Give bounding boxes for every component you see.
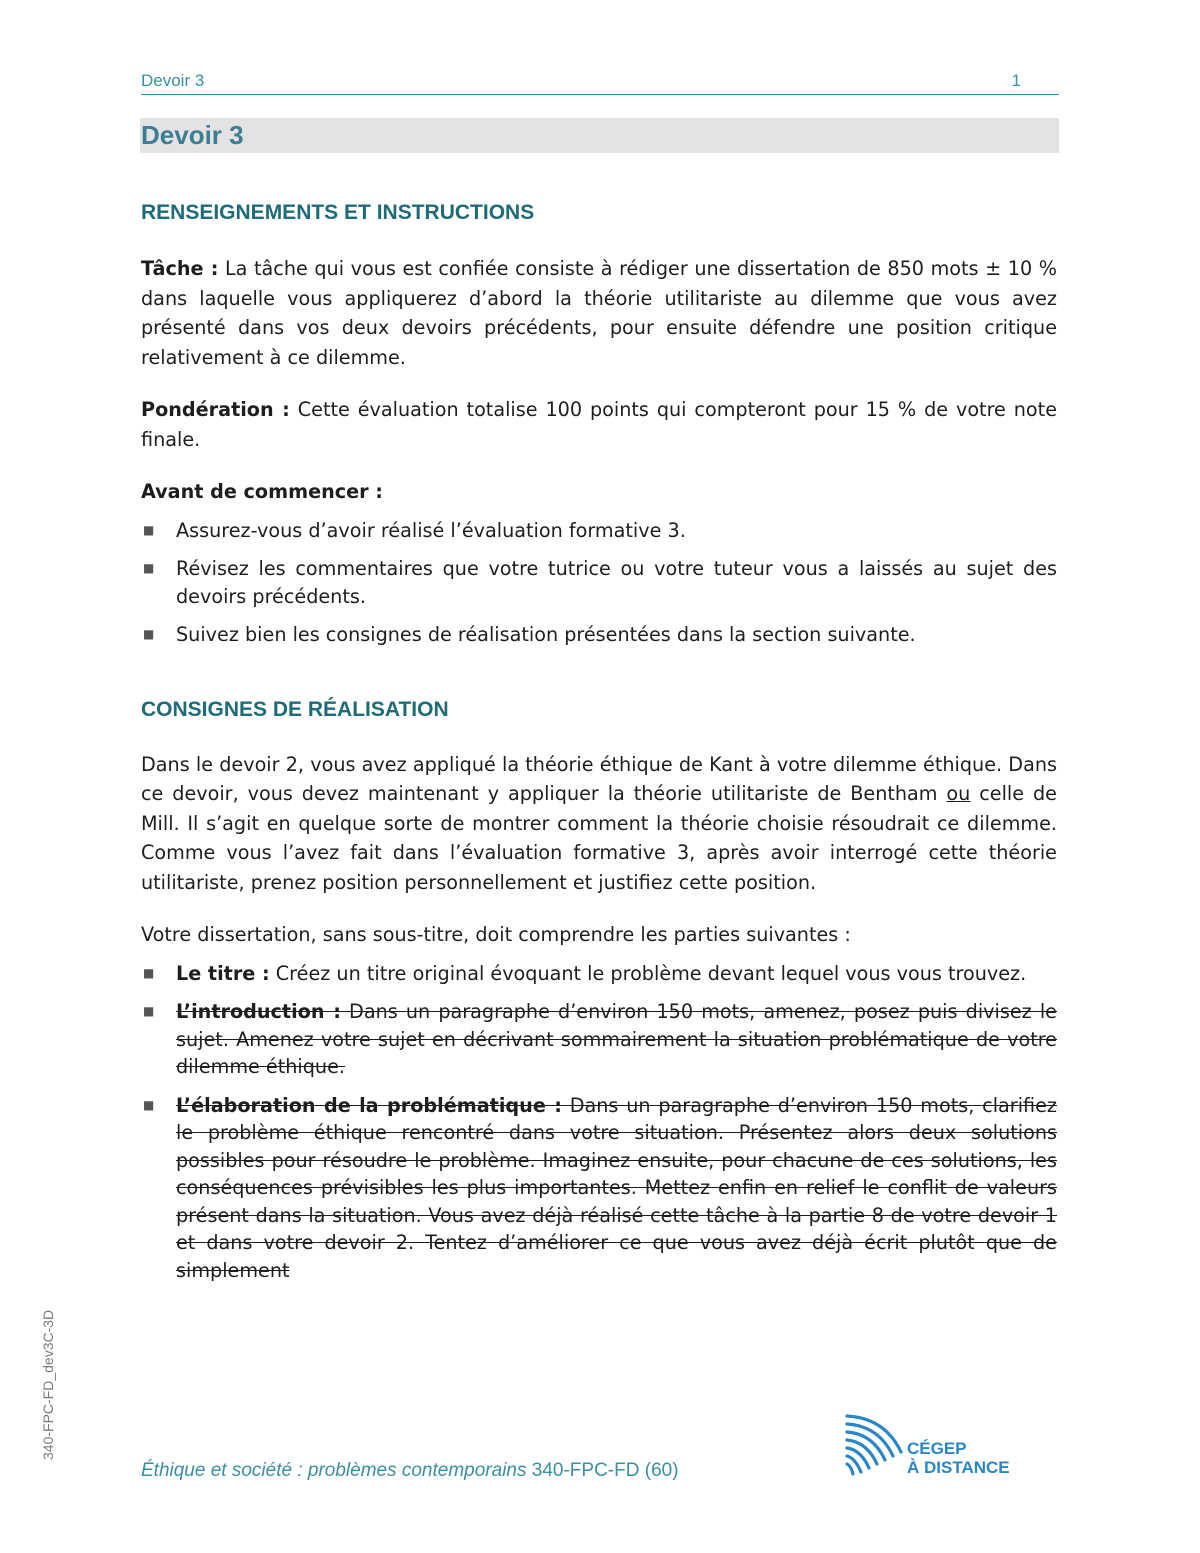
header-title: Devoir 3 — [141, 71, 205, 90]
bullet-icon: ■ — [143, 627, 155, 641]
cegep-waves-icon — [845, 1412, 905, 1478]
consignes-paragraph-2: Votre dissertation, sans sous-titre, doit comprendre les parties suivantes : — [141, 923, 851, 946]
consignes-paragraph-1: Dans le devoir 2, vous avez appliqué la théorie éthique de Kant à votre dilemme éthique. Dans ce devoir, vous devez maintenant y appliquer la théorie utilitariste de Bentham ou celle de Mill. Il s’agit en quelque sorte de montrer comment la théorie choisie résoudrait ce dilemme. Comme vous l’avez fait dans l’évaluation formative 3, après avoir interrogé cette théorie utilitariste, prenez position personnellement et justifiez cette position. — [141, 752, 1057, 894]
document-body — [141, 198, 1057, 1284]
bullet-icon: ■ — [143, 965, 155, 980]
bullet-icon: ■ — [143, 522, 155, 537]
logo-text: CÉGEP À DISTANCE — [907, 1439, 1010, 1477]
underlined-ou: ou — [946, 782, 971, 805]
tache-text: La tâche qui vous est confiée consiste à rédiger une dissertation de 850 mots ± 10 % dans laquelle vous appliquerez d’abord la théorie utilitariste au dilemme que vous avez présenté dans vos deux devoirs précédents, pour ensuite défendre une position critique relativement à ce dilemme. — [141, 257, 1057, 369]
document-title: Devoir 3 — [141, 120, 244, 150]
ponderation-label: Pondération : — [141, 398, 290, 421]
parts-list — [141, 960, 1057, 1285]
footer-course: Éthique et société : problèmes contemporains — [141, 1460, 527, 1481]
avant-paragraph — [141, 477, 1057, 507]
ponderation-paragraph — [141, 395, 1057, 454]
list-item: ■ L’introduction : Dans un paragraphe d’environ 150 mots, amenez, posez puis divisez le sujet. Amenez votre sujet en décrivant sommairement la situation problématique de votre dilemme éthique. — [143, 1000, 1057, 1078]
document-title-bar — [140, 118, 1059, 153]
section-heading-consignes: CONSIGNES DE RÉALISATION — [141, 697, 449, 721]
section-heading-info: RENSEIGNEMENTS ET INSTRUCTIONS — [141, 201, 535, 224]
cegep-logo — [845, 1412, 1045, 1480]
sidebar-document-code: 340-FPC-FD_dev3C-3D — [40, 1309, 56, 1460]
bullet-icon: ■ — [143, 1004, 155, 1018]
ponderation-text: Cette évaluation totalise 100 points qui compteront pour 15 % de votre note finale. — [141, 398, 1057, 451]
page-number: 1 — [1011, 71, 1021, 90]
list-item: ■ Le titre : Créez un titre original évoquant le problème devant lequel vous vous trouvez. — [141, 960, 1057, 988]
list-item: ■ L’élaboration de la problématique : Dans un paragraphe d’environ 150 mots, clarifiez le problème éthique rencontré dans votre situation. Présentez alors deux solutions possibles pour résoudre le problème. Imaginez ensuite, pour chacune de ces solutions, les conséquences prévisibles les plus importantes. Mettez enfin en relief le conflit de valeurs présent dans la situation. Vous avez déjà réalisé cette tâche à la partie 8 de votre devoir 1 et dans votre devoir 2. Tentez d’améliorer ce que vous avez déjà écrit plutôt que de simplement — [143, 1093, 1057, 1282]
footer-code: 340-FPC-FD (60) — [531, 1460, 679, 1481]
bullet-icon: ■ — [143, 1097, 155, 1112]
bullet-icon: ■ — [143, 561, 155, 575]
tache-label: Tâche : — [141, 257, 219, 280]
list-item: ■ Suivez bien les consignes de réalisation présentées dans la section suivante. — [141, 621, 1057, 649]
page-footer — [141, 1460, 679, 1482]
list-item: ■ Assurez-vous d’avoir réalisé l’évaluation formative 3. — [141, 517, 1057, 545]
tache-paragraph — [141, 254, 1057, 372]
list-item: ■ Révisez les commentaires que votre tutrice ou votre tuteur vous a laissés au sujet des devoirs précédents. — [143, 557, 1057, 608]
page-header — [141, 70, 1059, 95]
avant-label: Avant de commencer : — [141, 480, 383, 503]
avant-list — [141, 517, 1057, 649]
